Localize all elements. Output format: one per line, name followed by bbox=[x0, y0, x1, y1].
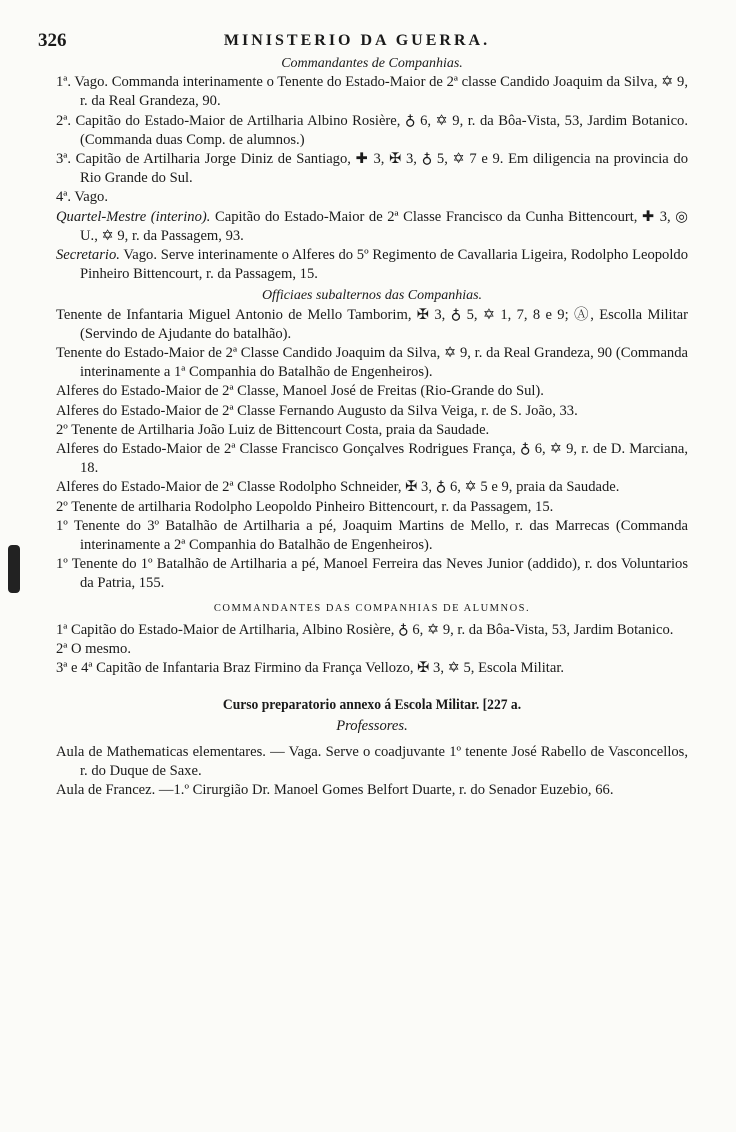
commander-entry: 3ª. Capitão de Artilharia Jorge Diniz de Santiago, ✚ 3, ✠ 3, ♁ 5, ✡ 7 e 9. Em diligencia na provincia do Rio Grande do Sul. bbox=[56, 151, 688, 187]
subaltern-entry: Alferes do Estado-Maior de 2ª Classe Francisco Gonçalves Rodrigues França, ♁ 6, ✡ 9, r. de D. Marciana, 18. bbox=[56, 441, 688, 477]
commander-entry: 1ª. Vago. Commanda interinamente o Tenente do Estado-Maior de 2ª classe Candido Joaquim da Silva, ✡ 9, r. da Real Grandeza, 90. bbox=[56, 74, 688, 110]
professors-heading: Professores. bbox=[336, 717, 408, 734]
lesson-entry: Aula de Francez. —1.º Cirurgião Dr. Manoel Gomes Belfort Duarte, r. do Senador Euzebio, 66. bbox=[56, 782, 614, 799]
quartel-mestre-label: Quartel-Mestre (interino). bbox=[56, 208, 211, 225]
running-head: MINISTERIO DA GUERRA. bbox=[223, 32, 491, 49]
secretario-entry bbox=[56, 246, 688, 284]
section-heading-commanders: Commandantes de Companhias. bbox=[281, 56, 463, 71]
lesson-entry: Aula de Mathematicas elementares. — Vaga. Serve o coadjuvante 1º tenente José Rabello de Vasconcellos, r. do Duque de Saxe. bbox=[56, 743, 688, 780]
secretario-text: Vago. Serve interinamente o Alferes do 5º Regimento de Cavallaria Ligeira, Rodolpho Leopoldo Pinheiro Bittencourt, r. da Passagem, 15. bbox=[80, 247, 688, 283]
page-number: 326 bbox=[38, 30, 67, 51]
page-header bbox=[38, 30, 676, 56]
section-heading-students: COMMANDANTES DAS COMPANHIAS DE ALUMNOS. bbox=[213, 602, 531, 614]
margin-ink-mark bbox=[8, 545, 20, 593]
subaltern-entry: 1º Tenente do 1º Batalhão de Artilharia a pé, Manoel Ferreira das Neves Junior (addido), r. dos Voluntarios da Patria, 155. bbox=[56, 556, 688, 592]
student-company-entry: 2ª O mesmo. bbox=[56, 641, 131, 658]
subaltern-entry: Alferes do Estado-Maior de 2ª Classe, Manoel José de Freitas (Rio-Grande do Sul). bbox=[56, 383, 544, 400]
subaltern-entry: Tenente do Estado-Maior de 2ª Classe Candido Joaquim da Silva, ✡ 9, r. da Real Grandeza, 90 (Commanda interinamente a 1ª Companhia do Batalhão de Engenheiros). bbox=[56, 345, 688, 381]
student-company-entry: 1ª Capitão do Estado-Maior de Artilharia, Albino Rosière, ♁ 6, ✡ 9, r. da Bôa-Vista, 53, Jardim Botanico. bbox=[56, 621, 674, 638]
commander-entry: 4ª. Vago. bbox=[56, 189, 108, 206]
subaltern-entry: 1º Tenente do 3º Batalhão de Artilharia a pé, Joaquim Martins de Mello, r. das Marrecas (Commanda interinamente a 2ª Companhia do Batalhão de Engenheiros). bbox=[56, 517, 688, 554]
subaltern-entry: Alferes do Estado-Maior de 2ª Classe Fernando Augusto da Silva Veiga, r. de S. João, 33. bbox=[56, 402, 578, 419]
subaltern-entry: Tenente de Infantaria Miguel Antonio de Mello Tamborim, ✠ 3, ♁ 5, ✡ 1, 7, 8 e 9; Ⓐ, Escolla Militar (Servindo de Ajudante do batalhão). bbox=[56, 306, 688, 342]
page-body bbox=[56, 54, 688, 801]
student-company-entry: 3ª e 4ª Capitão de Infantaria Braz Firmino da França Vellozo, ✠ 3, ✡ 5, Escola Militar. bbox=[56, 660, 565, 677]
subaltern-entry: Alferes do Estado-Maior de 2ª Classe Rodolpho Schneider, ✠ 3, ♁ 6, ✡ 5 e 9, praia da Saudade. bbox=[56, 479, 620, 496]
commander-entry: 2ª. Capitão do Estado-Maior de Artilharia Albino Rosière, ♁ 6, ✡ 9, r. da Bôa-Vista, 53, Jardim Botanico. (Commanda duas Comp. de alumnos.) bbox=[56, 112, 688, 148]
subaltern-entry: 2º Tenente de artilharia Rodolpho Leopoldo Pinheiro Bittencourt, r. da Passagem, 15. bbox=[56, 498, 554, 515]
course-heading: Curso preparatorio annexo á Escola Militar. [227 a. bbox=[222, 696, 522, 713]
quartel-mestre-entry bbox=[56, 208, 688, 246]
section-heading-subalterns: Officiaes subalternos das Companhias. bbox=[261, 288, 483, 304]
subaltern-entry: 2º Tenente de Artilharia João Luiz de Bittencourt Costa, praia da Saudade. bbox=[56, 421, 490, 438]
quartel-mestre-text: Capitão do Estado-Maior de 2ª Classe Francisco da Cunha Bittencourt, ✚ 3, ◎ U., ✡ 9, r. da Passagem, 93. bbox=[80, 208, 688, 244]
secretario-label: Secretario. bbox=[56, 247, 120, 264]
